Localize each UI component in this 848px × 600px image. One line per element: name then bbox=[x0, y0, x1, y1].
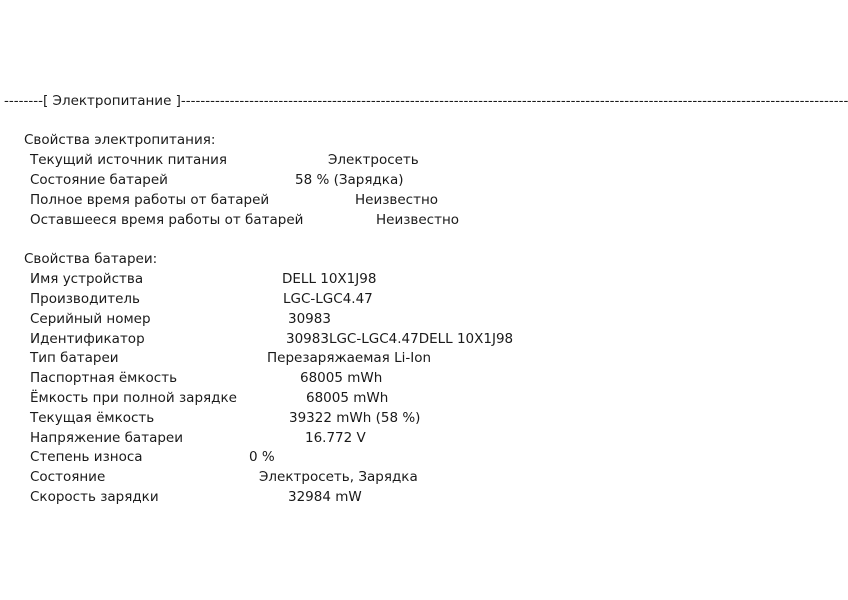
battery-row-label: Текущая ёмкость bbox=[30, 410, 155, 426]
battery-row-label: Идентификатор bbox=[30, 331, 145, 347]
battery-row-label: Напряжение батареи bbox=[30, 430, 183, 446]
power-row-value: Неизвестно bbox=[376, 212, 460, 228]
battery-row-label: Тип батареи bbox=[30, 350, 119, 366]
power-properties-title: Свойства электропитания: bbox=[24, 132, 216, 148]
battery-row-value: 30983 bbox=[288, 311, 331, 327]
battery-row-label: Степень износа bbox=[30, 449, 143, 465]
battery-row-value: 0 % bbox=[249, 449, 275, 465]
power-row-label: Текущий источник питания bbox=[30, 152, 228, 168]
power-row-value: Электросеть bbox=[328, 152, 419, 168]
battery-row-label: Скорость зарядки bbox=[30, 489, 159, 505]
battery-row-value: 30983LGC-LGC4.47DELL 10X1J98 bbox=[286, 331, 514, 347]
battery-row-value: 32984 mW bbox=[288, 489, 362, 505]
battery-row-label: Производитель bbox=[30, 291, 141, 307]
battery-row-value: LGC-LGC4.47 bbox=[283, 291, 373, 307]
power-row-label: Полное время работы от батарей bbox=[30, 192, 270, 208]
power-row-value: Неизвестно bbox=[355, 192, 439, 208]
power-row-value: 58 % (Зарядка) bbox=[295, 172, 404, 188]
battery-row-label: Имя устройства bbox=[30, 271, 144, 287]
battery-row-label: Состояние bbox=[30, 469, 106, 485]
section-header: --------[ Электропитание ]----------------------------------------------------------------------------------------------------------------------------------------- bbox=[4, 93, 848, 109]
battery-row-value: Электросеть, Зарядка bbox=[259, 469, 418, 485]
power-row-label: Состояние батарей bbox=[30, 172, 168, 188]
battery-row-value: 68005 mWh bbox=[306, 390, 389, 406]
battery-row-value: 39322 mWh (58 %) bbox=[289, 410, 421, 426]
power-row-label: Оставшееся время работы от батарей bbox=[30, 212, 304, 228]
battery-row-value: 16.772 V bbox=[305, 430, 366, 446]
battery-row-label: Ёмкость при полной зарядке bbox=[30, 390, 237, 406]
battery-row-value: Перезаряжаемая Li-Ion bbox=[267, 350, 432, 366]
battery-row-value: 68005 mWh bbox=[300, 370, 383, 386]
battery-row-label: Паспортная ёмкость bbox=[30, 370, 178, 386]
battery-row-value: DELL 10X1J98 bbox=[282, 271, 377, 287]
battery-properties-title: Свойства батареи: bbox=[24, 251, 158, 267]
battery-row-label: Серийный номер bbox=[30, 311, 151, 327]
